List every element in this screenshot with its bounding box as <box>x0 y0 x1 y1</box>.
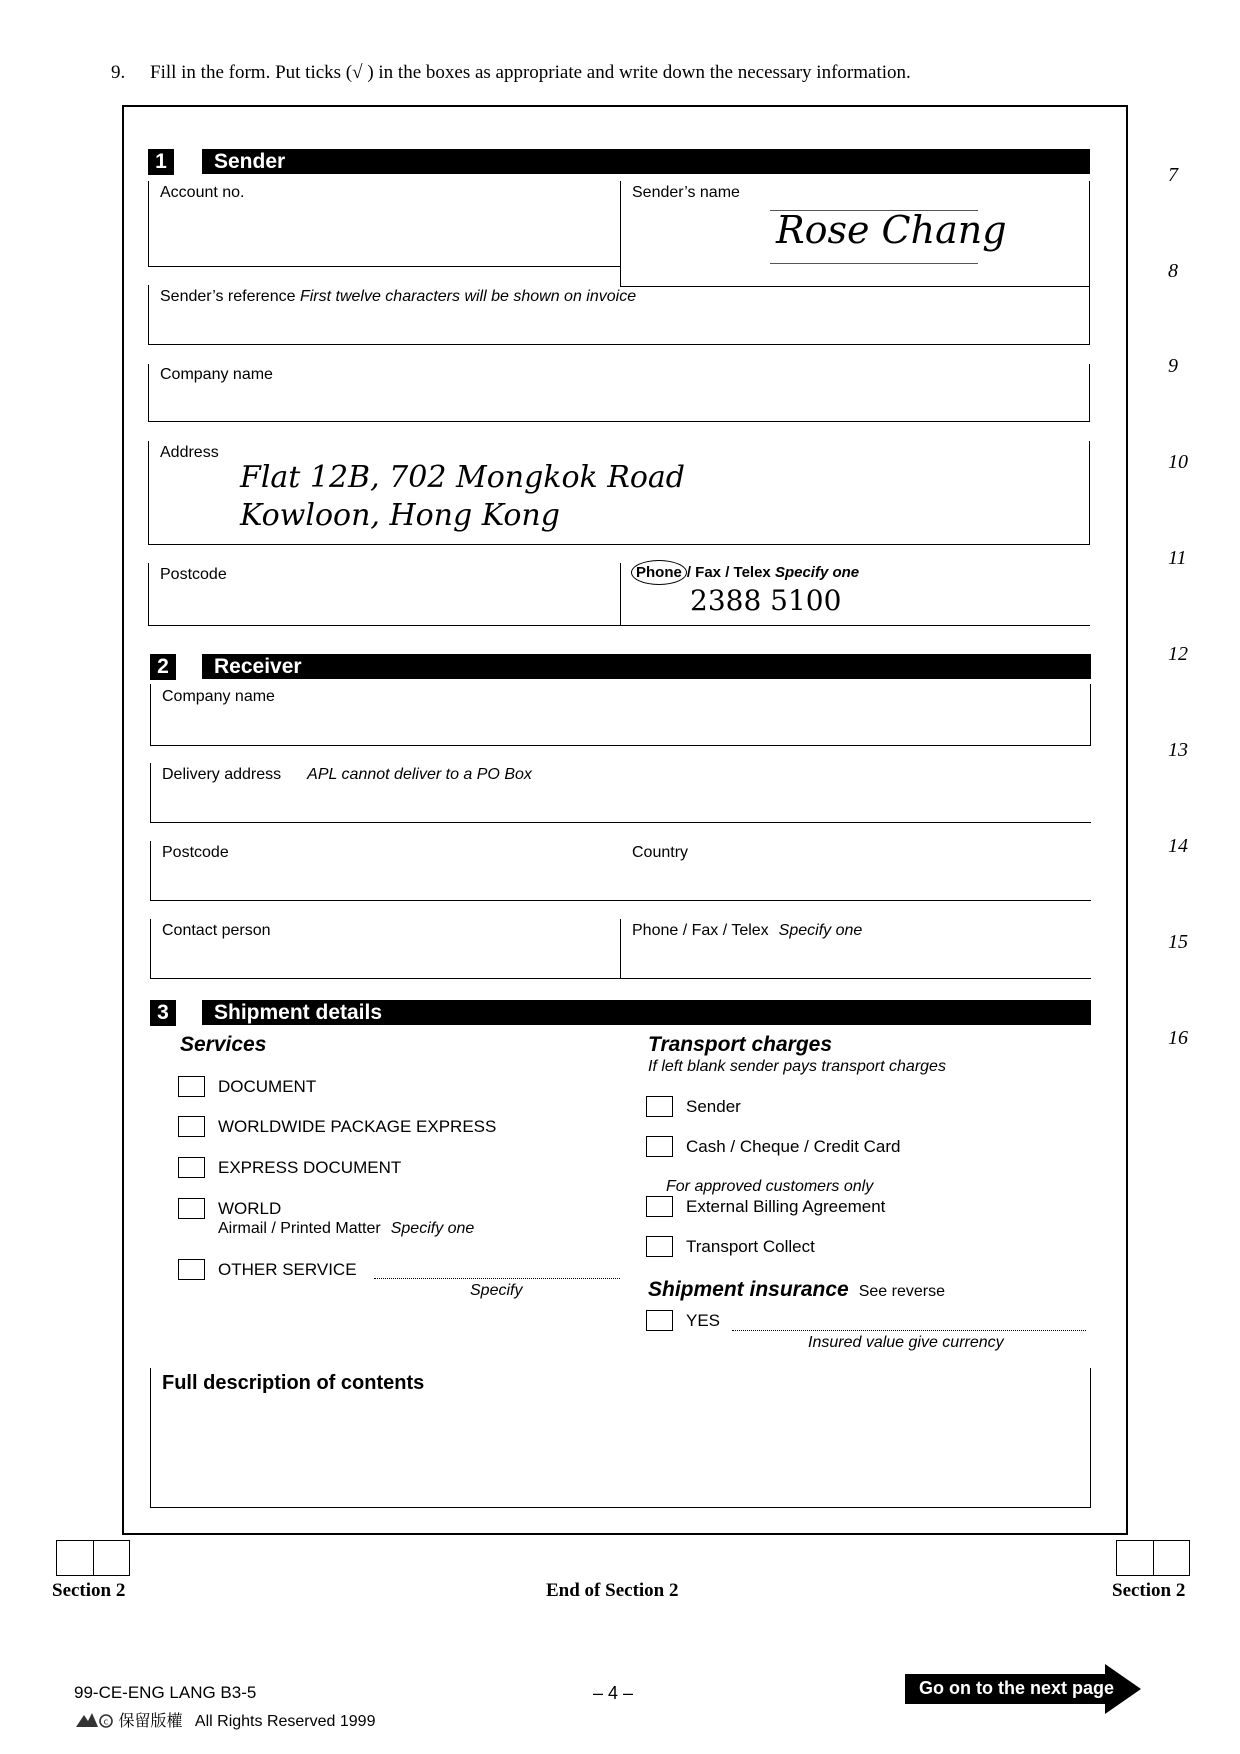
section-3-title: Shipment details <box>214 1001 383 1024</box>
reference-label-group <box>160 288 636 306</box>
worldwide-package-express-label: WORLDWIDE PACKAGE EXPRESS <box>218 1117 497 1136</box>
world-specify: Specify one <box>390 1220 475 1237</box>
insurance-yes-checkbox[interactable] <box>646 1310 673 1331</box>
address-line-2[interactable]: Kowloon, Hong Kong <box>240 498 560 533</box>
cash-cheque-card-checkbox[interactable] <box>646 1136 673 1157</box>
insured-value-note: Insured value give currency <box>808 1334 1004 1351</box>
document-checkbox[interactable] <box>178 1076 205 1097</box>
copyright-text: All Rights Reserved 1999 <box>194 1713 376 1730</box>
margin-number-15: 15 <box>1168 931 1188 953</box>
delivery-label: Delivery address <box>162 766 282 783</box>
transport-title: Transport charges <box>648 1033 833 1056</box>
next-page-label: Go on to the next page <box>919 1678 1115 1698</box>
question-number: 9. <box>111 62 126 83</box>
phone-specify: Specify one <box>774 564 860 581</box>
transport-collect-checkbox[interactable] <box>646 1236 673 1257</box>
contents-label: Full description of contents <box>162 1372 425 1394</box>
account-label: Account no. <box>160 184 245 201</box>
other-service-line[interactable] <box>374 1278 620 1279</box>
world-checkbox[interactable] <box>178 1198 205 1219</box>
receiver-company-label: Company name <box>162 688 275 705</box>
insurance-title: Shipment insurance <box>648 1278 849 1301</box>
world-sub-group <box>218 1220 474 1238</box>
worldwide-package-express-checkbox[interactable] <box>178 1116 205 1137</box>
receiver-company-field[interactable] <box>150 684 1091 746</box>
services-title: Services <box>180 1033 267 1056</box>
phone-label-rest: / Fax / Telex <box>686 564 771 581</box>
reference-note: First twelve characters will be shown on invoice <box>299 288 637 305</box>
margin-number-11: 11 <box>1168 547 1187 569</box>
phone-circled-label: Phone <box>631 560 687 585</box>
transport-collect-label: Transport Collect <box>686 1237 815 1256</box>
margin-number-14: 14 <box>1168 835 1188 857</box>
paper-code: 99-CE-ENG LANG B3-5 <box>74 1683 257 1702</box>
section-3-header <box>202 1000 1091 1025</box>
section-2-header <box>202 654 1091 679</box>
insurance-note: See reverse <box>858 1283 945 1300</box>
section-score-box-right[interactable] <box>1116 1540 1190 1576</box>
section-1-title: Sender <box>214 150 286 173</box>
world-sub-label: Airmail / Printed Matter <box>218 1220 381 1237</box>
name-guide-bottom <box>770 263 978 264</box>
margin-number-8: 8 <box>1168 260 1178 282</box>
section-3-number: 3 <box>150 1000 176 1026</box>
sender-phone-value[interactable]: 2388 5100 <box>690 584 842 617</box>
sender-name-label: Sender’s name <box>632 184 740 201</box>
insurance-yes-label: YES <box>686 1311 721 1330</box>
margin-number-16: 16 <box>1168 1027 1188 1049</box>
sender-pays-checkbox[interactable] <box>646 1096 673 1117</box>
receiver-country-label: Country <box>632 844 689 861</box>
section-score-box-left[interactable] <box>56 1540 130 1576</box>
section-right-label: Section 2 <box>1112 1580 1186 1601</box>
end-of-section: End of Section 2 <box>546 1580 679 1601</box>
express-document-checkbox[interactable] <box>178 1157 205 1178</box>
margin-number-13: 13 <box>1168 739 1188 761</box>
document-label: DOCUMENT <box>218 1077 317 1096</box>
transport-note: If left blank sender pays transport charges <box>648 1058 946 1075</box>
receiver-phone-label-group <box>632 922 862 940</box>
external-billing-label: External Billing Agreement <box>686 1197 886 1216</box>
section-1-number: 1 <box>148 149 174 175</box>
question-instruction: Fill in the form. Put ticks (√ ) in the boxes as appropriate and write down the necessary information. <box>150 62 911 83</box>
sender-phone-label-group <box>631 560 859 585</box>
sender-postcode-label: Postcode <box>160 566 227 583</box>
copyright-line <box>74 1708 375 1731</box>
other-service-label: OTHER SERVICE <box>218 1260 357 1279</box>
section-1-header <box>202 149 1090 174</box>
margin-number-9: 9 <box>1168 355 1178 377</box>
sender-pays-label: Sender <box>686 1097 741 1116</box>
section-left-label: Section 2 <box>52 1580 126 1601</box>
other-service-specify: Specify <box>470 1282 523 1299</box>
copyright-cn: 保留版權 <box>118 1713 183 1730</box>
express-document-label: EXPRESS DOCUMENT <box>218 1158 402 1177</box>
page-number: – 4 – <box>593 1683 634 1703</box>
sender-company-label: Company name <box>160 366 273 383</box>
other-service-checkbox[interactable] <box>178 1259 205 1280</box>
section-2-number: 2 <box>150 654 176 680</box>
delivery-note: APL cannot deliver to a PO Box <box>307 766 532 783</box>
receiver-phone-specify: Specify one <box>778 922 863 939</box>
margin-number-7: 7 <box>1168 164 1178 186</box>
insured-value-line[interactable] <box>732 1330 1086 1331</box>
reference-label: Sender’s reference <box>160 288 296 305</box>
approved-customers-note: For approved customers only <box>666 1178 874 1195</box>
delivery-label-group <box>162 766 532 784</box>
hkeaa-logo-icon <box>74 1711 114 1729</box>
address-line-1[interactable]: Flat 12B, 702 Mongkok Road <box>240 460 685 495</box>
sender-address-label: Address <box>160 444 219 461</box>
sender-name-value[interactable]: Rose Chang <box>776 208 1007 252</box>
receiver-postcode-label: Postcode <box>162 844 229 861</box>
receiver-phone-label: Phone / Fax / Telex <box>632 922 769 939</box>
section-2-title: Receiver <box>214 655 302 678</box>
cash-cheque-card-label: Cash / Cheque / Credit Card <box>686 1137 901 1156</box>
contact-person-label: Contact person <box>162 922 271 939</box>
sender-company-field[interactable] <box>148 364 1090 422</box>
world-label: WORLD <box>218 1199 282 1218</box>
margin-number-12: 12 <box>1168 643 1188 665</box>
margin-number-10: 10 <box>1168 451 1188 473</box>
external-billing-checkbox[interactable] <box>646 1196 673 1217</box>
next-page-arrow <box>905 1664 1141 1714</box>
svg-text:c: c <box>103 1717 109 1728</box>
receiver-postcode-country-field[interactable] <box>150 841 1091 901</box>
insurance-title-group <box>648 1278 945 1302</box>
